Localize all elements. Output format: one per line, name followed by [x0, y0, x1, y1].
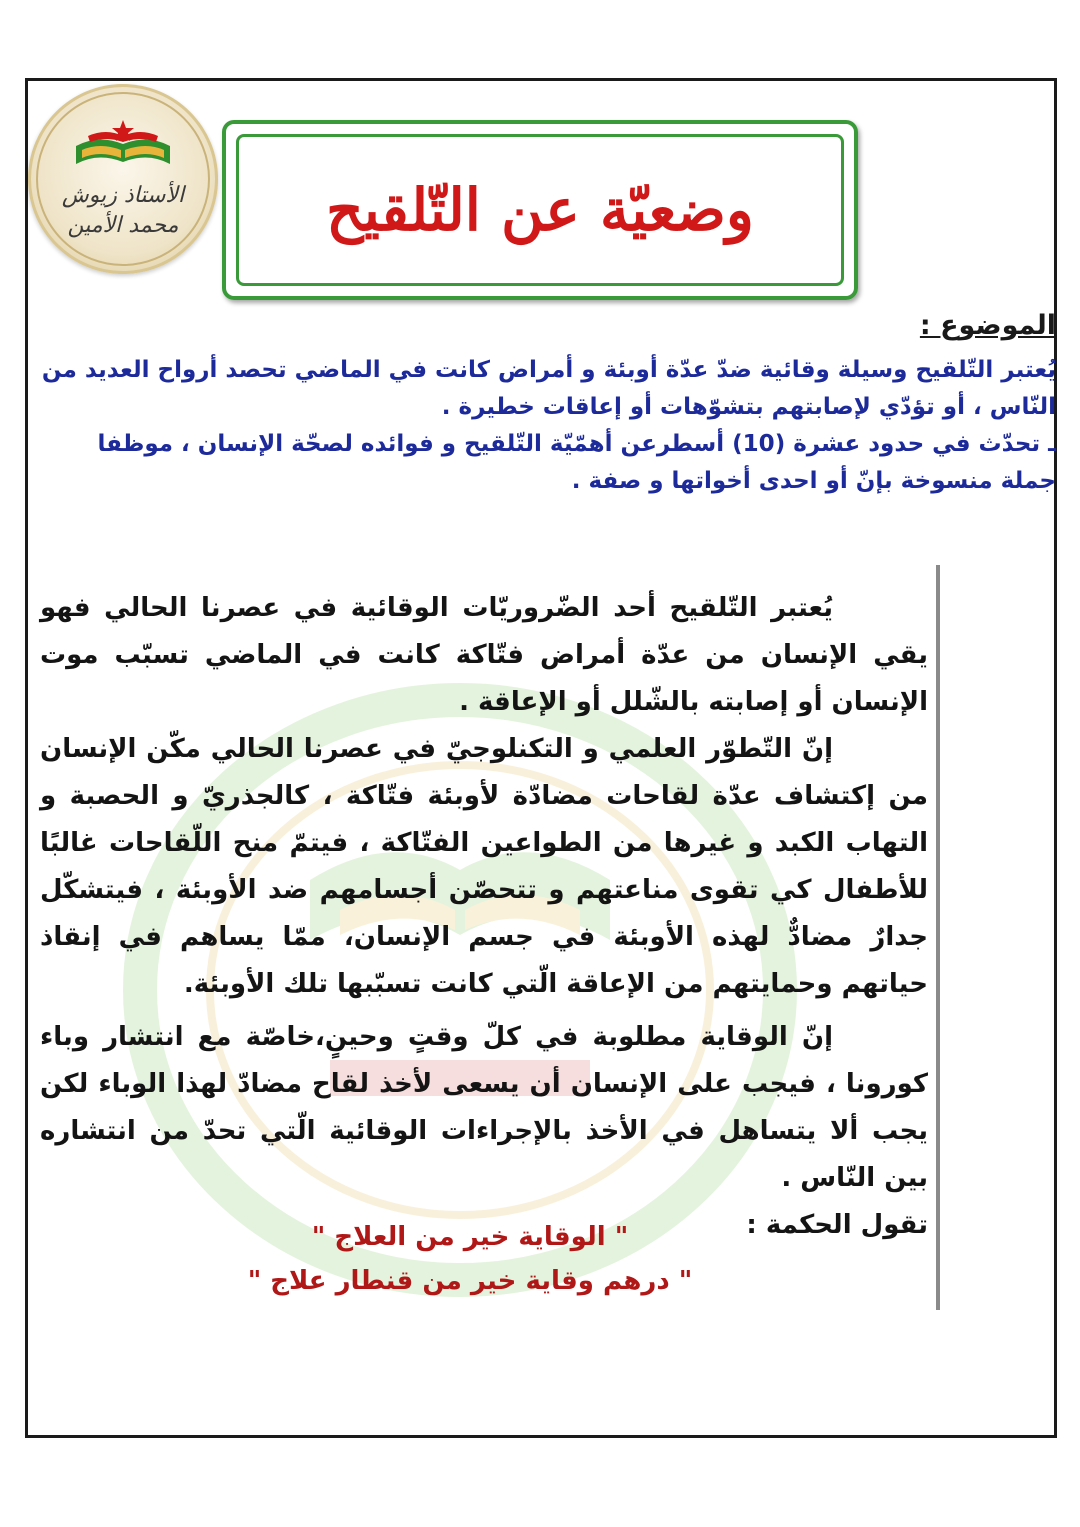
page-title: وضعيّة عن التّلقيح: [326, 176, 754, 244]
title-inner-frame: [236, 134, 844, 286]
answer-paragraph-3: [40, 1014, 928, 1202]
answer-text: [40, 585, 928, 1249]
topic-intro: يُعتبر التّلقيح وسيلة وقائية ضدّ عدّة أوبئة و أمراض كانت في الماضي تحصد أرواح العديد من النّاس ، أو تؤدّي لإصابتهم بتشوّهات أو إعاقات خطيرة .: [41, 357, 1056, 420]
svg-text:محمد الأمين: محمد الأمين: [67, 213, 179, 238]
topic-task: ـ تحدّث في حدود عشرة (10) أسطرعن أهمّيّة التّلقيح و فوائده لصحّة الإنسان ، موظفا جملة منسوخة بإنّ أو احدى أخواتها و صفة .: [97, 431, 1056, 494]
title-box: [222, 120, 858, 300]
answer-paragraph-1: [40, 585, 928, 726]
logo-signature-text: [28, 84, 218, 274]
quote-1: " الوقاية خير من العلاج ": [311, 1222, 629, 1252]
author-logo: [28, 84, 218, 274]
svg-text:الأستاذ زيوش: الأستاذ زيوش: [61, 183, 185, 208]
wisdom-intro: تقول الحكمة :: [746, 1210, 928, 1240]
paragraph-1-text: يُعتبر التّلقيح أحد الضّروريّات الوقائية في عصرنا الحالي فهو يقي الإنسان من عدّة أمراض فتّاكة كانت في الماضي تسبّب موت الإنسان أو إصابته بالشّلل أو الإعاقة .: [40, 593, 928, 717]
topic-statement: [36, 352, 1056, 500]
margin-line: [936, 565, 940, 1310]
answer-paragraph-2: [40, 726, 928, 1008]
wisdom-quotes: [150, 1215, 790, 1303]
paragraph-3-text: إنّ الوقاية مطلوبة في كلّ وقتٍ وحينٍ،خاصّة مع انتشار وباء كورونا ، فيجب على الإنسان أن يسعى لأخذ لقاح مضادّ لهذا الوباء لكن يجب ألا يتساهل في الأخذ بالإجراءات الوقائية الّتي تحدّ من انتشاره بين النّاس .: [40, 1022, 928, 1193]
topic-label: الموضوع :: [919, 310, 1056, 341]
quote-2: " درهم وقاية خير من قنطار علاج ": [247, 1266, 693, 1296]
paragraph-2-text: إنّ التّطوّر العلمي و التكنلوجيّ في عصرنا الحالي مكّن الإنسان من إكتشاف عدّة لقاحات مضادّة لأوبئة فتّاكة ، كالجذريّ و الحصبة و التهاب الكبد و غيرها من الطواعين الفتّاكة ، فيتمّ منح اللّقاحات غالبًا للأطفال كي تقوى مناعتهم و تتحصّن أجسامهم ضد الأوبئة ، فيتشكّل جدارٌ مضادٌّ لهذه الأوبئة في جسم الإنسان، ممّا يساهم في إنقاذ حياتهم وحمايتهم من الإعاقة الّتي كانت تسبّبها تلك الأوبئة.: [40, 734, 928, 999]
